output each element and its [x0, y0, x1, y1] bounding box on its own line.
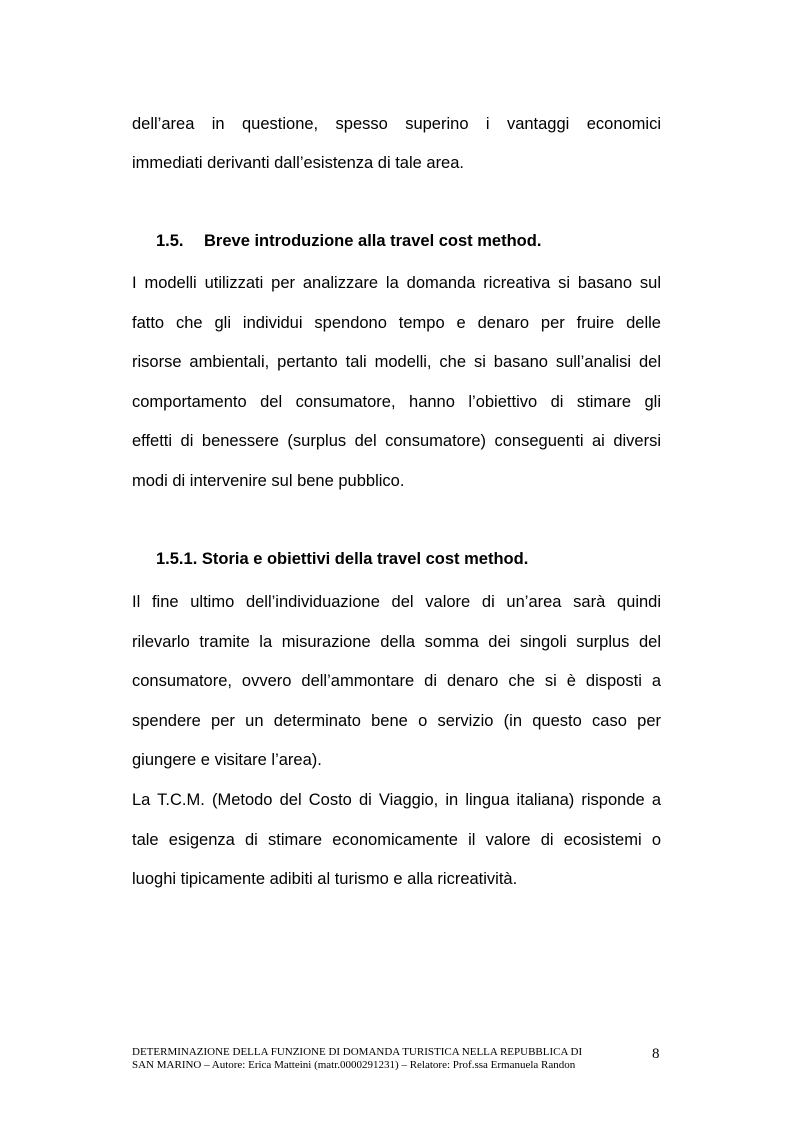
- text-line: modi di intervenire sul bene pubblico.: [132, 472, 405, 490]
- text-line: I modelli utilizzati per analizzare la domanda ricreativa si basano sul: [132, 274, 661, 292]
- section-heading-1-5: [156, 232, 541, 251]
- page-number: 8: [652, 1046, 660, 1062]
- text-line: rilevarlo tramite la misurazione della somma dei singoli surplus del: [132, 633, 661, 651]
- text-line: immediati derivanti dall’esistenza di tale area.: [132, 154, 464, 172]
- section-number: 1.5.: [156, 232, 184, 250]
- text-line: tale esigenza di stimare economicamente il valore di ecosistemi o: [132, 831, 661, 849]
- section-heading-1-5-1: 1.5.1. Storia e obiettivi della travel cost method.: [156, 550, 529, 568]
- text-line: consumatore, ovvero dell’ammontare di denaro che si è disposti a: [132, 672, 661, 690]
- text-line: dell’area in questione, spesso superino i vantaggi economici: [132, 115, 661, 133]
- text-line: giungere e visitare l’area).: [132, 751, 322, 769]
- section-title: Breve introduzione alla travel cost method.: [204, 232, 542, 250]
- text-line: comportamento del consumatore, hanno l’obiettivo di stimare gli: [132, 393, 661, 411]
- page-footer: [132, 1046, 632, 1072]
- footer-line: SAN MARINO – Autore: Erica Matteini (matr.0000291231) – Relatore: Prof.ssa Ermanuela Randon: [132, 1059, 576, 1071]
- text-line: Il fine ultimo dell’individuazione del valore di un’area sarà quindi: [132, 593, 661, 611]
- text-line: risorse ambientali, pertanto tali modelli, che si basano sull’analisi del: [132, 353, 661, 371]
- text-line: fatto che gli individui spendono tempo e denaro per fruire delle: [132, 314, 661, 332]
- text-line: luoghi tipicamente adibiti al turismo e alla ricreatività.: [132, 870, 518, 888]
- text-line: spendere per un determinato bene o servizio (in questo caso per: [132, 712, 661, 730]
- footer-line: DETERMINAZIONE DELLA FUNZIONE DI DOMANDA TURISTICA NELLA REPUBBLICA DI: [132, 1046, 583, 1058]
- text-line: La T.C.M. (Metodo del Costo di Viaggio, in lingua italiana) risponde a: [132, 791, 661, 809]
- text-line: effetti di benessere (surplus del consumatore) conseguenti ai diversi: [132, 432, 661, 450]
